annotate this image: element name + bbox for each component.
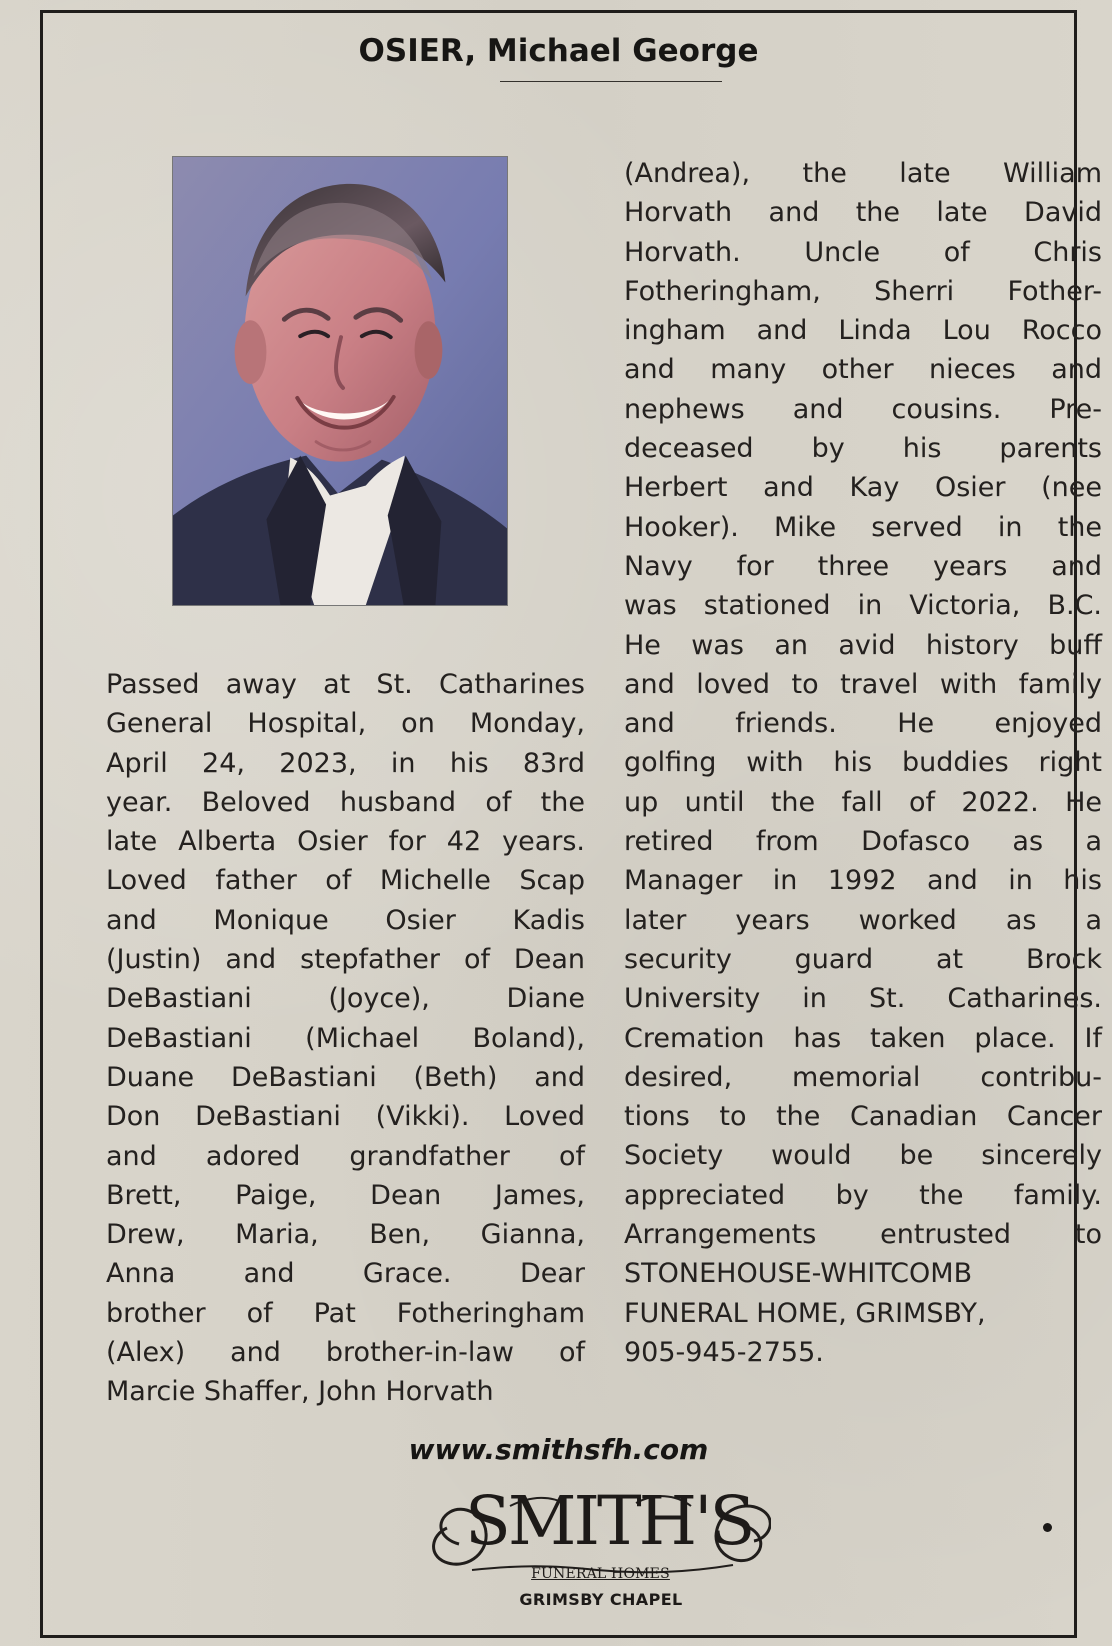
left-text-line: General Hospital, on Monday, (106, 708, 585, 740)
left-text-line: (Alex) and brother-in-law of (106, 1337, 585, 1369)
right-text-line: STONEHOUSE-WHITCOMB (624, 1258, 973, 1290)
right-text-line: Herbert and Kay Osier (nee (624, 472, 1102, 504)
left-text-line: and Monique Osier Kadis (106, 904, 585, 936)
portrait-photo (172, 156, 508, 606)
right-text-line: desired, memorial contribu- (624, 1061, 1102, 1093)
obituary-right-column (624, 154, 1102, 1372)
left-text-line: Duane DeBastiani (Beth) and (106, 1061, 585, 1093)
left-text-line: and adored grandfather of (106, 1140, 585, 1172)
right-text-line: later years worked as a (624, 904, 1102, 936)
logo-subtitle: FUNERAL HOMES (531, 1566, 670, 1582)
right-text-line: deceased by his parents (624, 433, 1102, 465)
left-text-line: DeBastiani (Joyce), Diane (106, 983, 585, 1015)
right-text-line: Horvath. Uncle of Chris (624, 236, 1102, 268)
right-text-line: golfing with his buddies right (624, 747, 1102, 779)
right-text-line: Cremation has taken place. If (624, 1022, 1102, 1054)
left-text-line: Drew, Maria, Ben, Gianna, (106, 1219, 585, 1251)
right-text-line: and friends. He enjoyed (624, 708, 1102, 740)
left-text-line: year. Beloved husband of the (106, 786, 585, 818)
right-text-line: 905-945-2755. (624, 1336, 824, 1368)
title-underline (500, 81, 722, 82)
right-text-line: Horvath and the late David (624, 197, 1102, 229)
portrait-illustration (173, 157, 507, 605)
right-text-line: Hooker). Mike served in the (624, 511, 1102, 543)
right-text-line: retired from Dofasco as a (624, 826, 1102, 858)
obituary-title: OSIER, Michael George (358, 33, 759, 69)
left-text-line: Marcie Shaffer, John Horvath (106, 1376, 494, 1408)
chapel-name: GRIMSBY CHAPEL (519, 1590, 683, 1609)
right-text-line: ingham and Linda Lou Rocco (624, 315, 1102, 347)
right-text-line: (Andrea), the late William (624, 158, 1102, 189)
right-text-line: Navy for three years and (624, 550, 1102, 582)
left-text-line: Loved father of Michelle Scap (106, 865, 585, 897)
right-text-line: was stationed in Victoria, B.C. (624, 590, 1102, 622)
left-text-line: brother of Pat Fotheringham (106, 1297, 585, 1329)
right-text-line: FUNERAL HOME, GRIMSBY, (624, 1297, 986, 1329)
right-text-line: appreciated by the family. (624, 1179, 1102, 1211)
left-text-line: Anna and Grace. Dear (106, 1258, 585, 1290)
left-text-line: (Justin) and stepfather of Dean (106, 944, 585, 976)
left-text-line: April 24, 2023, in his 83rd (106, 747, 585, 779)
right-text-line: Society would be sincerely (624, 1140, 1102, 1172)
logo-title: SMITH'S (465, 1482, 753, 1560)
right-text-line: nephews and cousins. Pre- (624, 393, 1102, 425)
obituary-left-column (106, 665, 585, 1412)
left-text-line: Brett, Paige, Dean James, (106, 1179, 585, 1211)
decorative-dot (1043, 1523, 1052, 1532)
right-text-line: and many other nieces and (624, 354, 1102, 386)
right-text-line: Arrangements entrusted to (624, 1219, 1102, 1251)
left-text-line: late Alberta Osier for 42 years. (106, 826, 585, 858)
right-text-line: University in St. Catharines. (624, 983, 1102, 1015)
right-text-line: and loved to travel with family (624, 668, 1102, 700)
left-text-line: DeBastiani (Michael Boland), (106, 1022, 585, 1054)
right-text-line: Fotheringham, Sherri Fother- (624, 275, 1102, 307)
right-text-line: He was an avid history buff (624, 629, 1102, 661)
right-text-line: Manager in 1992 and in his (624, 865, 1102, 897)
left-text-line: Passed away at St. Catharines (106, 669, 585, 700)
left-text-line: Don DeBastiani (Vikki). Loved (106, 1101, 585, 1133)
funeral-home-website: www.smithsfh.com (408, 1433, 709, 1466)
right-text-line: tions to the Canadian Cancer (624, 1101, 1102, 1133)
funeral-home-logo (431, 1478, 771, 1628)
right-text-line: up until the fall of 2022. He (624, 786, 1102, 818)
obituary-frame (40, 10, 1102, 1638)
right-text-line: security guard at Brock (624, 943, 1102, 975)
